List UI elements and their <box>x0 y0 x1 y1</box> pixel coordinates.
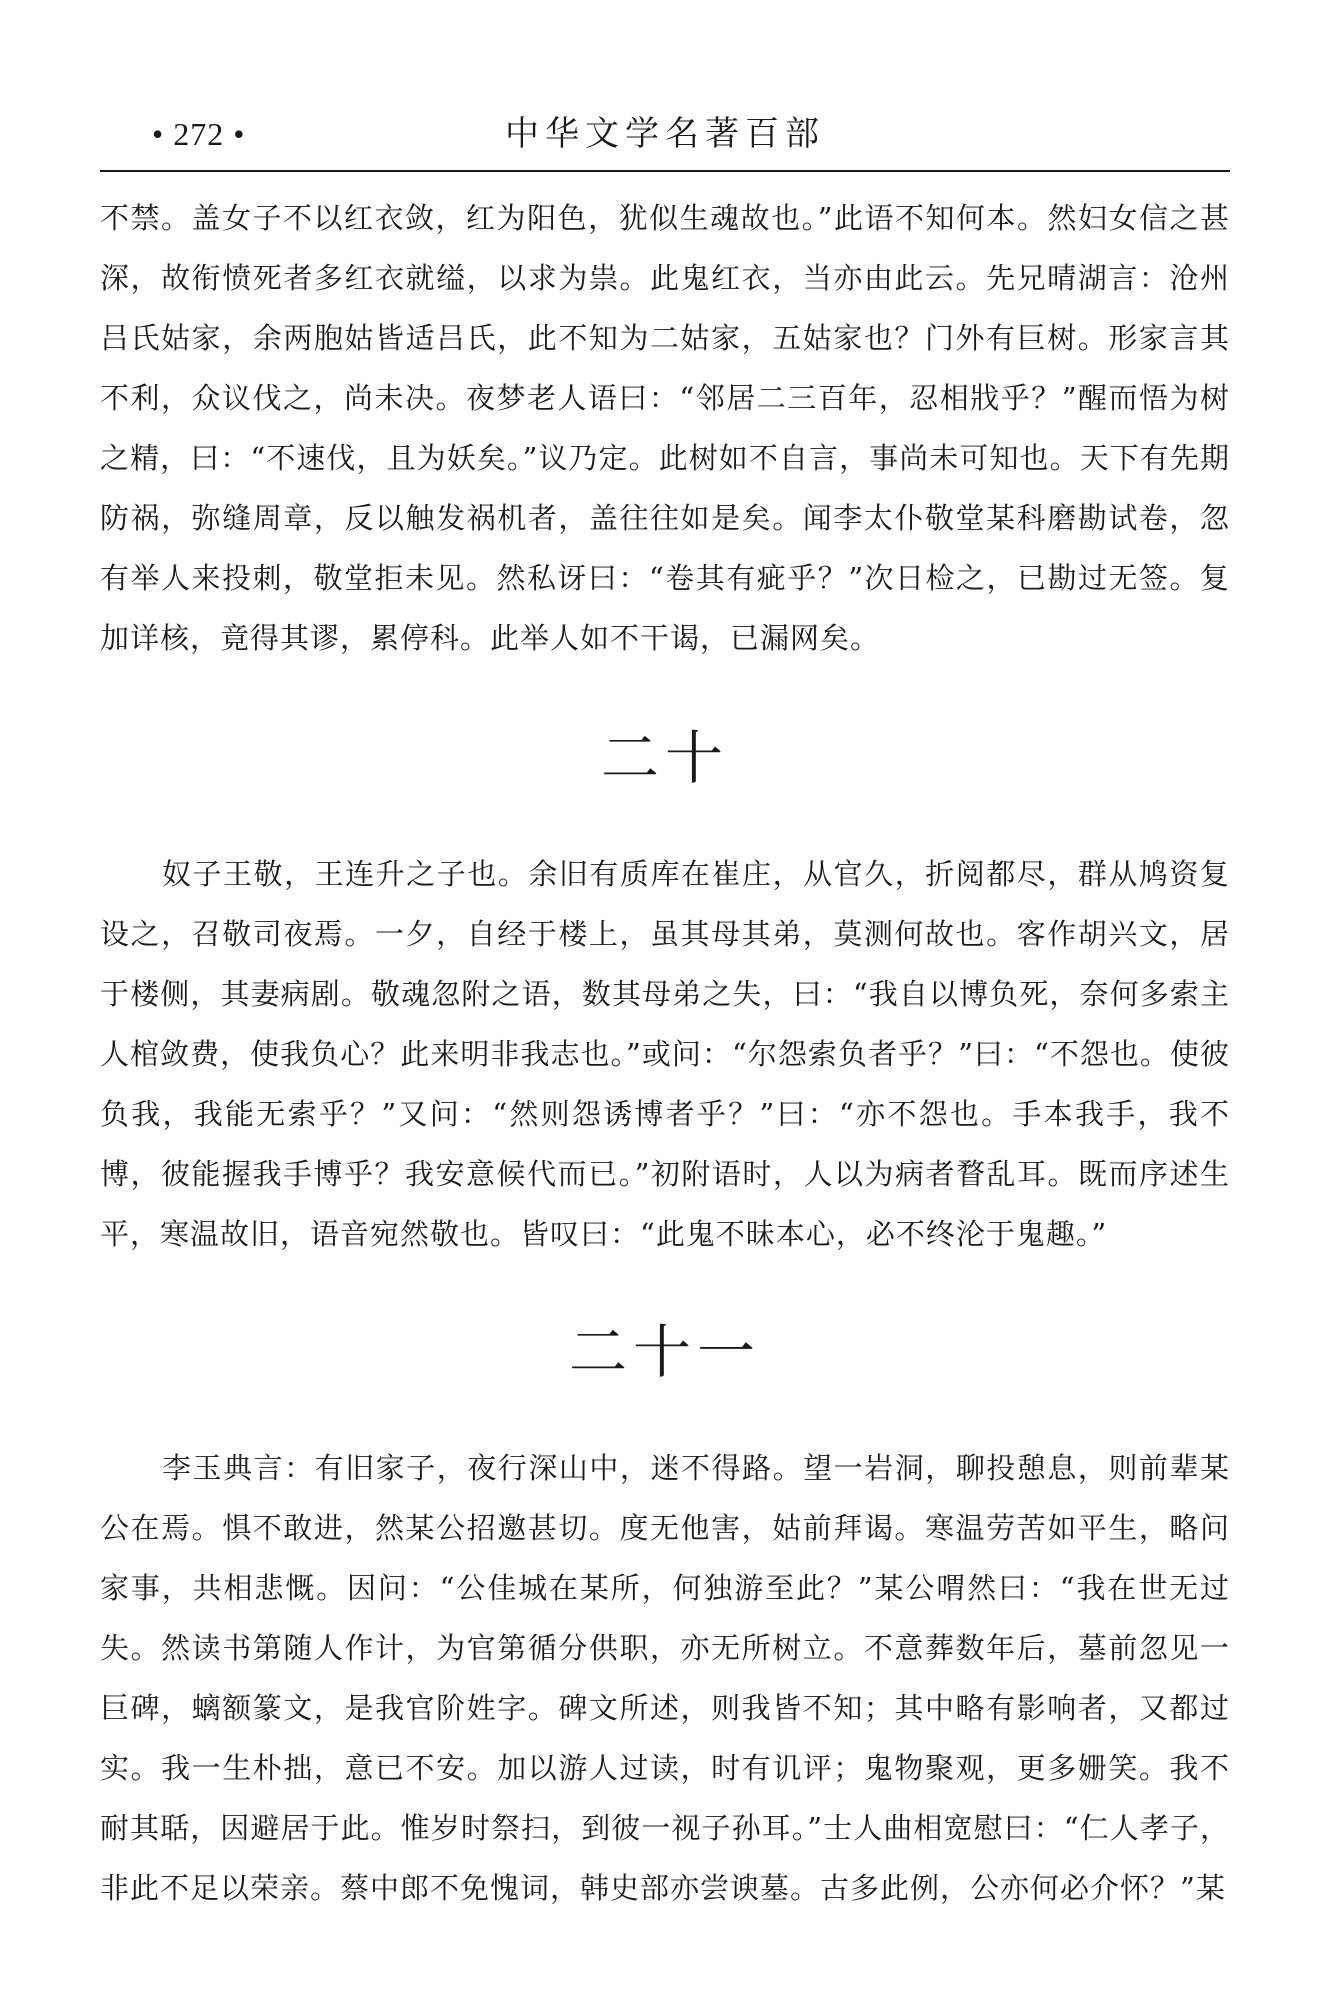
page-number: • 272 • <box>152 116 246 152</box>
running-header <box>100 108 1230 160</box>
section-heading-21: 二十一 <box>568 1318 761 1386</box>
continuation-paragraph: 不禁。盖女子不以红衣敛，红为阳色，犹似生魂故也。”此语不知何本。然妇女信之甚深，故衔愤死者多红衣就缢，以求为祟。此鬼红衣，当亦由此云。先兄晴湖言：沧州吕氏姑家，余两胞姑皆适吕氏，此不知为二姑家，五姑家也？门外有巨树。形家言其不利，众议伐之，尚未决。夜梦老人语曰：“邻居二三百年，忍相戕乎？”醒而悟为树之精，曰：“不速伐，且为妖矣。”议乃定。此树如不自言，事尚未可知也。天下有先期防祸，弥缝周章，反以触发祸机者，盖往往如是矣。闻李太仆敬堂某科磨勘试卷，忽有举人来投刺，敬堂拒未见。然私讶曰：“卷其有疵乎？”次日检之，已勘过无签。复加详核，竟得其谬，累停科。此举人如不干谒，已漏网矣。 <box>100 201 1230 655</box>
section-21-paragraph: 李玉典言：有旧家子，夜行深山中，迷不得路。望一岩洞，聊投憩息，则前辈某公在焉。惧不敢进，然某公招邀甚切。度无他害，姑前拜谒。寒温劳苦如平生，略问家事，共相悲慨。因问：“公佳城在某所，何独游至此？”某公喟然曰：“我在世无过失。然读书第随人作计，为官第循分供职，亦无所树立。不意葬数年后，墓前忽见一巨碑，螭额篆文，是我官阶姓字。碑文所述，则我皆不知；其中略有影响者，又都过实。我一生朴拙，意已不安。加以游人过读，时有讥评；鬼物聚观，更多姗笑。我不耐其聒，因避居于此。惟岁时祭扫，到彼一视子孙耳。”士人曲相宽慰曰：“仁人孝子，非此不足以荣亲。蔡中郎不免愧词，韩史部亦尝谀墓。古多此例，公亦何必介怀？”某 <box>100 1451 1230 1905</box>
section-20-paragraph: 奴子王敬，王连升之子也。余旧有质库在崔庄，从官久，折阅都尽，群从鸠资复设之，召敬司夜焉。一夕，自经于楼上，虽其母其弟，莫测何故也。客作胡兴文，居于楼侧，其妻病剧。敬魂忽附之语，数其母弟之失，曰：“我自以博负死，奈何多索主人棺敛费，使我负心？此来明非我志也。”或问：“尔怨索负者乎？”曰：“不怨也。使彼负我，我能无索乎？”又问：“然则怨诱博者乎？”曰：“亦不怨也。手本我手，我不博，彼能握我手博乎？我安意候代而已。”初附语时，人以为病者瞀乱耳。既而序述生平，寒温故旧，语音宛然敬也。皆叹曰：“此鬼不昧本心，必不终沦于鬼趣。” <box>100 857 1230 1251</box>
running-title: 中华文学名著百部 <box>505 114 825 154</box>
section-heading-20: 二十 <box>600 724 729 792</box>
header-rule <box>100 170 1230 172</box>
page-body <box>100 188 1230 1918</box>
